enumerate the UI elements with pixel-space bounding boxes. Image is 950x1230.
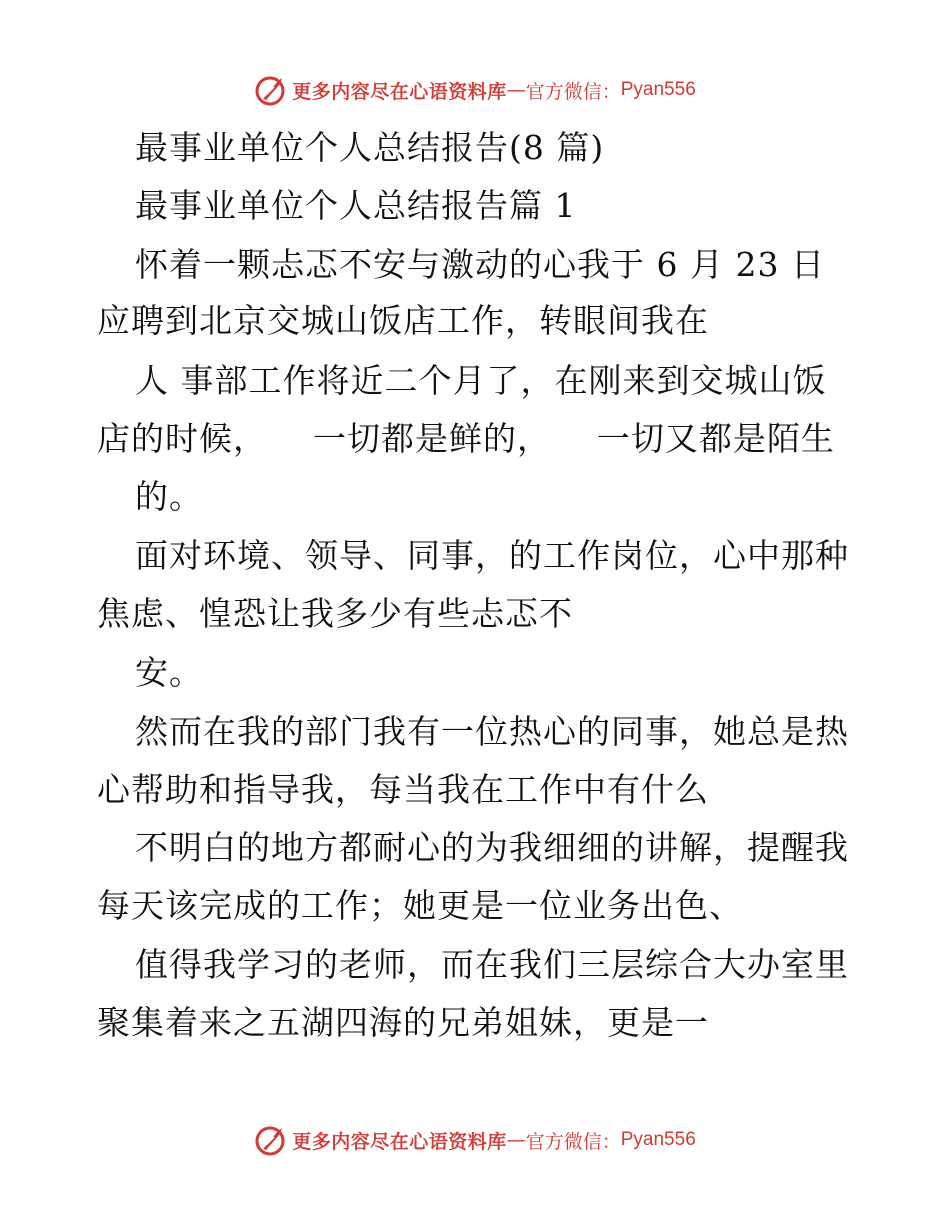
quill-logo-icon bbox=[254, 73, 288, 107]
body-line: 聚集着来之五湖四海的兄弟姐妹，更是一 bbox=[97, 1003, 709, 1042]
footer-brand-text: 更多内容尽在心语资料库 bbox=[292, 1130, 507, 1153]
header-wechat-label: 官方微信： bbox=[525, 80, 621, 103]
footer-wechat-label: 官方微信： bbox=[525, 1130, 621, 1153]
body-line: 店的时候， 一切都是鲜的， 一切又都是陌生 bbox=[97, 419, 835, 458]
header-dash: — bbox=[506, 79, 526, 101]
document-subtitle: 最事业单位个人总结报告篇 1 bbox=[135, 186, 577, 225]
body-line: 人 事部工作将近二个月了，在刚来到交城山饭 bbox=[135, 361, 827, 400]
header-brand-text: 更多内容尽在心语资料库 bbox=[292, 80, 507, 103]
footer-wechat-id: Pyan556 bbox=[620, 1129, 696, 1150]
body-line: 然而在我的部门我有一位热心的同事，她总是热 bbox=[135, 712, 849, 751]
body-line: 心帮助和指导我，每当我在工作中有什么 bbox=[97, 770, 709, 809]
footer-banner bbox=[0, 1120, 950, 1160]
body-line: 每天该完成的工作；她更是一位业务出色、 bbox=[97, 886, 743, 925]
header-wechat-id: Pyan556 bbox=[620, 79, 696, 100]
body-line: 值得我学习的老师，而在我们三层综合大办室里 bbox=[135, 945, 849, 984]
body-line: 应聘到北京交城山饭店工作，转眼间我在 bbox=[97, 301, 709, 340]
body-line: 安。 bbox=[135, 653, 203, 692]
header-banner bbox=[0, 70, 950, 110]
body-line: 的。 bbox=[135, 477, 203, 516]
body-line: 怀着一颗忐忑不安与激动的心我于 6 月 23 日 bbox=[135, 245, 825, 284]
footer-dash: — bbox=[506, 1129, 526, 1151]
body-line: 面对环境、领导、同事，的工作岗位，心中那种 bbox=[135, 536, 849, 575]
document-title: 最事业单位个人总结报告(8 篇) bbox=[135, 128, 605, 167]
body-line: 焦虑、惶恐让我多少有些忐忑不 bbox=[97, 594, 573, 633]
quill-logo-icon bbox=[254, 1123, 288, 1157]
body-line: 不明白的地方都耐心的为我细细的讲解，提醒我 bbox=[135, 828, 849, 867]
